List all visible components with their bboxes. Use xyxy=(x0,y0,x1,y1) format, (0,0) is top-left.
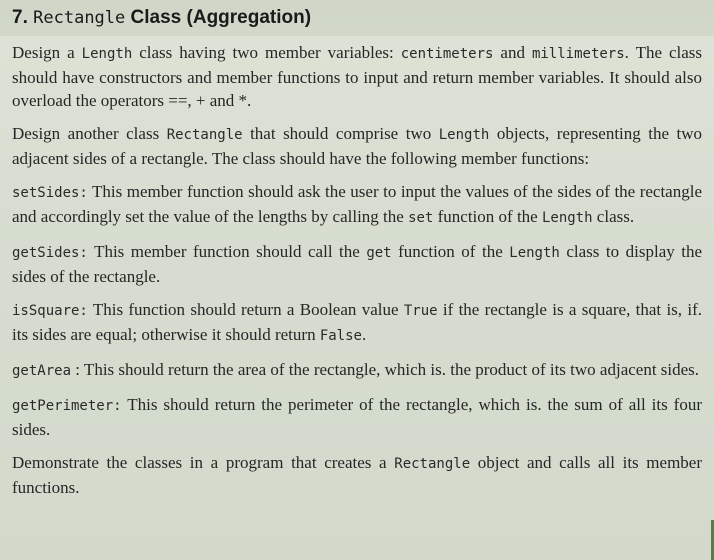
code-term: set xyxy=(408,210,434,226)
text: Design a xyxy=(12,43,75,62)
text: Demonstrate the classes in a program that creates a xyxy=(12,453,387,472)
text: if the rectangle is a square, that is, if. its sides are equal; otherwise it should return xyxy=(12,300,702,344)
exercise-number: 7. xyxy=(12,7,28,28)
code-term: Rectangle xyxy=(166,127,243,143)
text: function of the xyxy=(398,242,503,261)
paragraph-setsides xyxy=(12,180,702,230)
code-term: getSides: xyxy=(12,245,88,261)
code-term: Length xyxy=(438,127,490,143)
text: class. xyxy=(596,207,635,226)
exercise-heading-bar xyxy=(0,0,714,36)
text: This should return the perimeter of the rectangle, which is. the sum of all its four sides. xyxy=(12,395,703,439)
code-term: isSquare: xyxy=(12,303,88,319)
code-term: Rectangle xyxy=(394,456,471,472)
paragraph-getarea xyxy=(12,358,702,383)
text: and xyxy=(500,43,525,62)
code-term: Length xyxy=(541,210,593,226)
code-term: True xyxy=(403,303,438,319)
text: class having two member variables: xyxy=(139,43,394,62)
title-rest: Class (Aggregation) xyxy=(130,7,312,28)
text: function of the xyxy=(437,207,538,226)
text: . The class should have constructors and member functions to input and return member variables. It should also overload the operators ==, + and *. xyxy=(12,43,703,110)
text: . xyxy=(361,325,367,344)
paragraph-getperimeter xyxy=(12,393,702,441)
code-term: getArea xyxy=(12,363,72,379)
paragraph-getsides xyxy=(12,240,702,288)
text: objects, representing the two adjacent sides of a rectangle. The class should have the following member functions: xyxy=(12,124,703,168)
text: class to display the sides of the rectangle. xyxy=(12,242,703,286)
title-class-name: Rectangle xyxy=(33,8,126,28)
exercise-body xyxy=(12,41,702,509)
text: This member function should ask the user to input the values of the sides of the rectangle and accordingly set the value of the lengths by calling the xyxy=(12,182,702,226)
text: : This should return the area of the rectangle, which is. the product of its two adjacent sides. xyxy=(75,360,700,379)
code-term: setSides: xyxy=(12,185,88,201)
code-term: Length xyxy=(81,46,133,62)
exercise-title xyxy=(12,7,311,29)
code-term: getPerimeter: xyxy=(12,398,122,414)
code-term: millimeters xyxy=(531,46,625,62)
code-term: centimeters xyxy=(400,46,494,62)
code-term: get xyxy=(366,245,392,261)
text: This function should return a Boolean value xyxy=(92,300,399,319)
code-term: Length xyxy=(509,245,560,261)
text: This member function should call the xyxy=(94,242,360,261)
text: object and calls all its member functions. xyxy=(12,453,703,497)
paragraph-demonstrate xyxy=(12,451,702,499)
paragraph-length-class xyxy=(12,41,702,112)
paragraph-issquare xyxy=(12,298,702,348)
text: that should comprise two xyxy=(250,124,432,143)
paragraph-rectangle-class xyxy=(12,122,702,170)
code-term: False xyxy=(319,328,362,344)
text: Design another class xyxy=(12,124,160,143)
